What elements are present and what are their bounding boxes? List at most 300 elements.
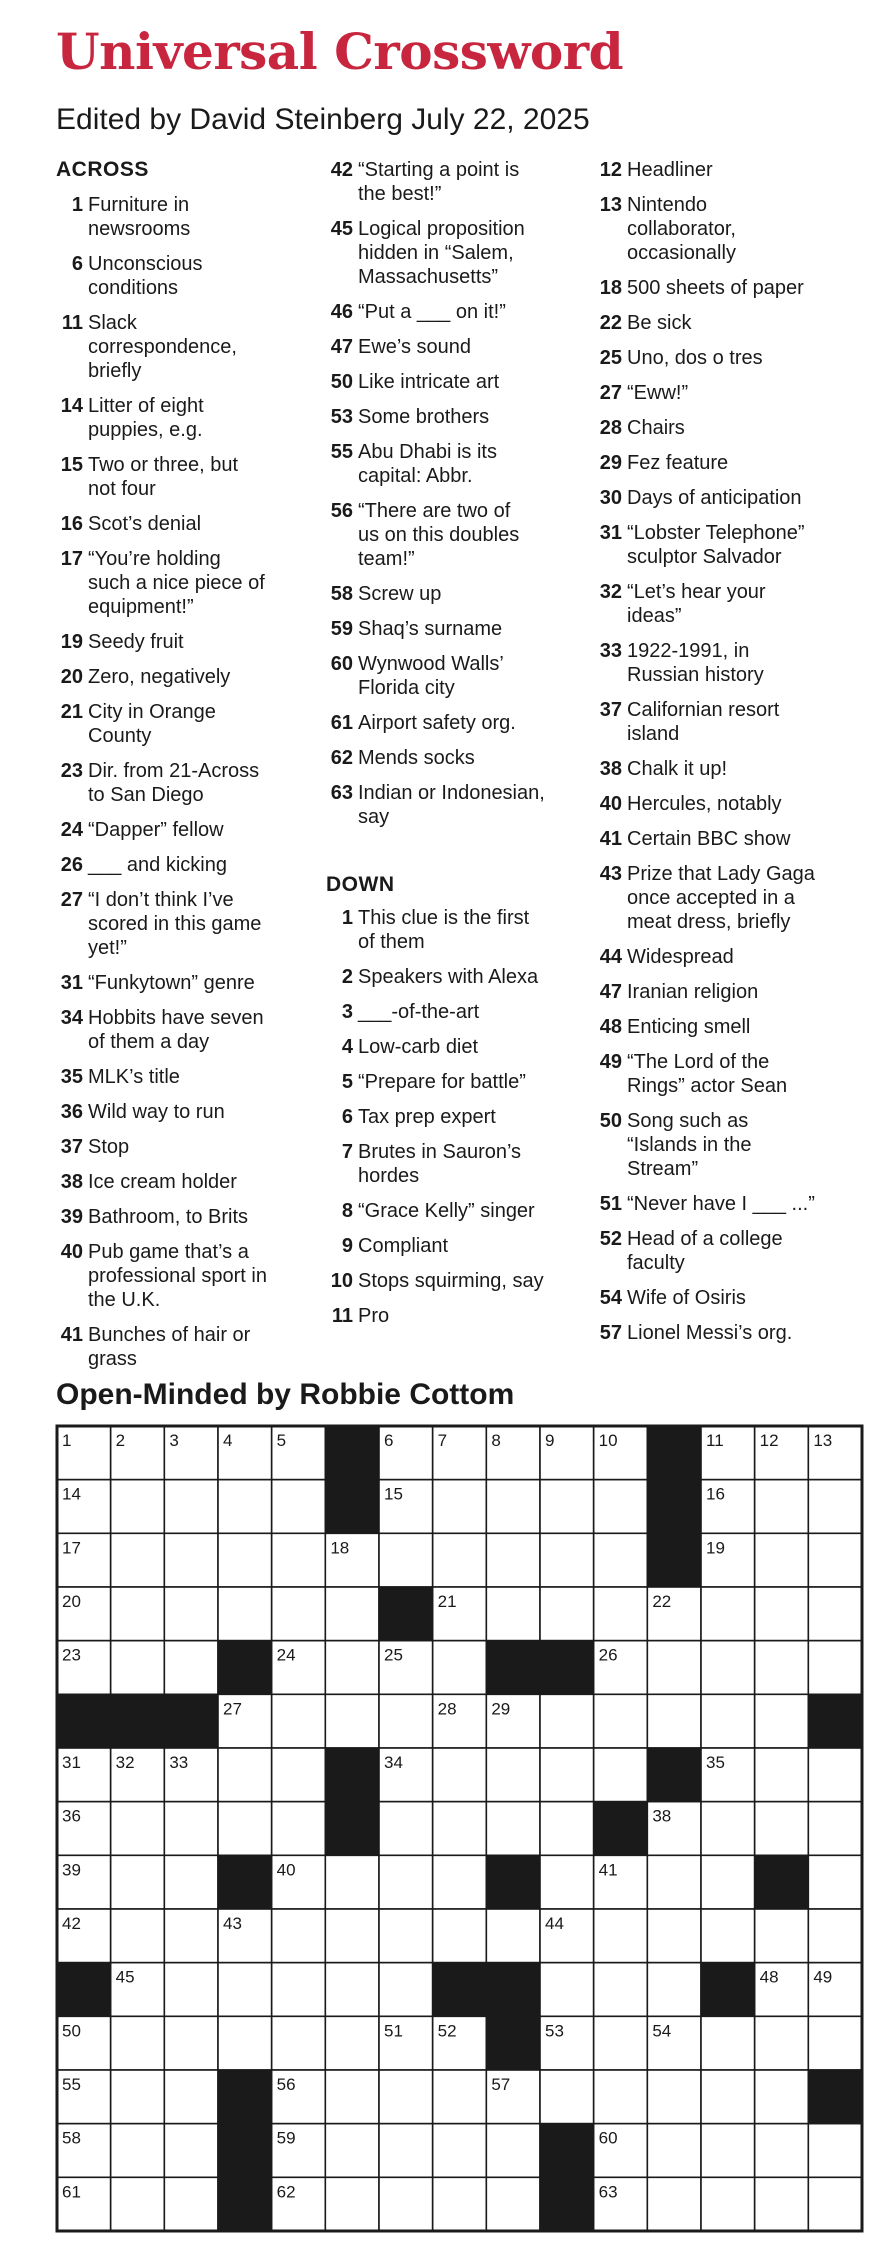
black-square xyxy=(647,1426,701,1480)
clue-number: 40 xyxy=(599,793,622,815)
grid-cell[interactable] xyxy=(701,1855,755,1909)
grid-cell[interactable] xyxy=(540,1963,594,2017)
grid-cell[interactable] xyxy=(433,1533,487,1587)
cell-number: 23 xyxy=(62,1645,81,1665)
grid-cell[interactable] xyxy=(325,2016,379,2070)
grid-cell[interactable] xyxy=(755,2016,809,2070)
grid-cell[interactable] xyxy=(701,2070,755,2124)
black-square xyxy=(647,1533,701,1587)
grid-cell[interactable] xyxy=(218,1748,272,1802)
grid-cell[interactable] xyxy=(433,1480,487,1534)
cell-number: 50 xyxy=(62,2021,81,2041)
black-square xyxy=(594,1802,648,1856)
grid-cell[interactable] xyxy=(540,1748,594,1802)
clue-text: City in Orange County xyxy=(88,701,216,747)
clue-text: Uno, dos o tres xyxy=(627,347,763,369)
grid-cell[interactable] xyxy=(594,1587,648,1641)
cell-number: 49 xyxy=(813,1967,833,1987)
clue-text: “I don’t think I’ve scored in this game yet!” xyxy=(88,889,262,959)
grid-cell[interactable] xyxy=(164,2016,218,2070)
clue-number: 40 xyxy=(60,1241,83,1263)
grid-cell[interactable] xyxy=(486,1909,540,1963)
clue-text: MLK’s title xyxy=(88,1066,180,1088)
clue-number: 6 xyxy=(71,253,83,275)
grid-cell[interactable] xyxy=(808,2016,862,2070)
clue-number: 47 xyxy=(599,981,622,1003)
cell-number: 61 xyxy=(62,2182,81,2202)
black-square xyxy=(486,2016,540,2070)
grid-cell[interactable] xyxy=(379,1694,433,1748)
clue-number: 39 xyxy=(60,1206,83,1228)
clue-text: Nintendo collaborator, occasionally xyxy=(627,194,736,264)
clue-text: Chalk it up! xyxy=(627,758,728,780)
grid-cell[interactable] xyxy=(111,1802,165,1856)
page-title: Universal Crossword xyxy=(56,22,624,81)
grid-cell[interactable] xyxy=(164,1480,218,1534)
grid-cell[interactable] xyxy=(164,1909,218,1963)
cell-number: 20 xyxy=(62,1592,81,1611)
clue-number: 47 xyxy=(330,336,353,358)
cell-number: 7 xyxy=(437,1431,448,1450)
cell-number: 31 xyxy=(62,1753,81,1772)
clue-text: Logical proposition hidden in “Salem, Massachusetts” xyxy=(358,218,525,288)
clue-text: Brutes in Sauron’s hordes xyxy=(358,1141,522,1187)
black-square xyxy=(540,2177,594,2231)
clue-text: Lionel Messi’s org. xyxy=(627,1322,793,1344)
grid-cell[interactable] xyxy=(272,1909,326,1963)
grid-cell[interactable] xyxy=(701,1694,755,1748)
clue-number: 60 xyxy=(330,653,353,675)
cell-number: 57 xyxy=(491,2075,511,2094)
clue-text: Indian or Indonesian, say xyxy=(358,782,545,828)
grid-cell[interactable] xyxy=(647,2177,701,2231)
editor-date-line: Edited by David Steinberg July 22, 2025 xyxy=(56,103,590,136)
grid-cell[interactable] xyxy=(647,2070,701,2124)
grid-cell[interactable] xyxy=(647,1641,701,1695)
grid-cell[interactable] xyxy=(272,2016,326,2070)
grid-cell[interactable] xyxy=(272,1533,326,1587)
grid-cell[interactable] xyxy=(808,1641,862,1695)
grid-cell[interactable] xyxy=(164,2177,218,2231)
clue-text: Tax prep expert xyxy=(358,1106,496,1128)
grid-cell[interactable] xyxy=(325,1909,379,1963)
clue-text: Ewe’s sound xyxy=(358,336,472,358)
grid-cell[interactable] xyxy=(433,1802,487,1856)
grid-cell[interactable] xyxy=(808,2177,862,2231)
grid-cell[interactable] xyxy=(379,1909,433,1963)
cell-number: 34 xyxy=(384,1753,403,1772)
clue-text: Screw up xyxy=(358,583,442,605)
cell-number: 51 xyxy=(384,2021,403,2041)
black-square xyxy=(755,1855,809,1909)
grid-cell[interactable] xyxy=(755,1694,809,1748)
black-square xyxy=(325,1748,379,1802)
grid-cell[interactable] xyxy=(808,2124,862,2178)
grid-cell[interactable] xyxy=(486,1480,540,1534)
grid-cell[interactable] xyxy=(808,1748,862,1802)
grid-cell[interactable] xyxy=(486,1533,540,1587)
cell-number: 24 xyxy=(276,1645,296,1665)
black-square xyxy=(379,1587,433,1641)
cell-number: 41 xyxy=(598,1860,618,1880)
grid-cell[interactable] xyxy=(594,1694,648,1748)
black-square xyxy=(433,1963,487,2017)
grid-cell[interactable] xyxy=(594,1963,648,2017)
grid-cell[interactable] xyxy=(701,2124,755,2178)
clue-number: 38 xyxy=(599,758,622,780)
grid-cell[interactable] xyxy=(111,2070,165,2124)
grid-cell[interactable] xyxy=(647,1963,701,2017)
grid-cell[interactable] xyxy=(808,1533,862,1587)
clue-number: 18 xyxy=(599,277,622,299)
cell-number: 33 xyxy=(169,1753,189,1772)
clue-number: 54 xyxy=(599,1287,622,1309)
black-square xyxy=(647,1480,701,1534)
grid-cell[interactable] xyxy=(808,1802,862,1856)
grid-cell[interactable] xyxy=(218,2016,272,2070)
grid-cell[interactable] xyxy=(647,1855,701,1909)
clue-text: Abu Dhabi is its capital: Abbr. xyxy=(358,441,497,487)
clue-text: Wife of Osiris xyxy=(627,1287,746,1309)
grid-cell[interactable] xyxy=(701,1802,755,1856)
grid-cell[interactable] xyxy=(111,1480,165,1534)
grid-cell[interactable] xyxy=(164,1533,218,1587)
grid-cell[interactable] xyxy=(486,2124,540,2178)
clue-number: 37 xyxy=(599,699,622,721)
black-square xyxy=(218,2177,272,2231)
clue-number: 23 xyxy=(60,760,83,782)
grid-cell[interactable] xyxy=(272,1694,326,1748)
black-square xyxy=(808,2070,862,2124)
clue-text: “You’re holding such a nice piece of equipment!” xyxy=(88,548,265,618)
cell-number: 46 xyxy=(491,1967,511,1987)
clue-number: 22 xyxy=(599,312,622,334)
grid-cell[interactable] xyxy=(755,2070,809,2124)
black-square xyxy=(218,1855,272,1909)
grid-cell[interactable] xyxy=(701,1641,755,1695)
clue-number: 27 xyxy=(599,382,622,404)
black-square xyxy=(486,1641,540,1695)
grid-cell[interactable] xyxy=(540,1480,594,1534)
black-square xyxy=(325,1426,379,1480)
clue-text: Pub game that’s a professional sport in the U.K. xyxy=(88,1241,267,1311)
grid-cell[interactable] xyxy=(808,1480,862,1534)
clue-number: 24 xyxy=(60,819,83,841)
grid-cell[interactable] xyxy=(594,2070,648,2124)
clue-number: 48 xyxy=(599,1016,622,1038)
grid-cell[interactable] xyxy=(594,1480,648,1534)
cell-number: 52 xyxy=(437,2021,457,2041)
grid-cell[interactable] xyxy=(433,1855,487,1909)
cell-number: 2 xyxy=(115,1431,126,1450)
clue-number: 28 xyxy=(599,417,622,439)
clue-number: 32 xyxy=(599,581,622,603)
grid-cell[interactable] xyxy=(111,1909,165,1963)
grid-cell[interactable] xyxy=(594,1533,648,1587)
grid-cell[interactable] xyxy=(272,1748,326,1802)
grid-cell[interactable] xyxy=(755,2124,809,2178)
grid-cell[interactable] xyxy=(808,1587,862,1641)
grid-cell[interactable] xyxy=(218,1963,272,2017)
cell-number: 40 xyxy=(276,1860,296,1880)
grid-cell[interactable] xyxy=(379,1533,433,1587)
grid-cell[interactable] xyxy=(594,2016,648,2070)
clue-number: 11 xyxy=(331,1305,353,1327)
grid-cell[interactable] xyxy=(111,2177,165,2231)
grid-cell[interactable] xyxy=(755,2177,809,2231)
clue-text: Be sick xyxy=(627,312,692,334)
clue-text: Fez feature xyxy=(627,452,729,474)
clue-number: 4 xyxy=(341,1036,353,1058)
clue-number: 62 xyxy=(330,747,353,769)
clue-text: Furniture in newsrooms xyxy=(88,194,191,240)
clue-number: 33 xyxy=(599,640,622,662)
cell-number: 56 xyxy=(276,2075,296,2094)
grid-cell[interactable] xyxy=(647,1909,701,1963)
clue-number: 5 xyxy=(341,1071,353,1093)
clue-text: “There are two of us on this doubles team!” xyxy=(358,500,520,570)
clue-number: 1 xyxy=(341,907,353,929)
clue-text: Speakers with Alexa xyxy=(358,966,539,988)
clue-text: “Eww!” xyxy=(627,382,689,404)
grid-cell[interactable] xyxy=(379,1963,433,2017)
grid-cell[interactable] xyxy=(755,1748,809,1802)
cell-number: 25 xyxy=(384,1645,403,1665)
grid-cell[interactable] xyxy=(540,2070,594,2124)
clue-number: 15 xyxy=(60,454,83,476)
grid-cell[interactable] xyxy=(379,2124,433,2178)
cell-number: 1 xyxy=(62,1431,72,1450)
grid-cell[interactable] xyxy=(218,1533,272,1587)
cell-number: 59 xyxy=(276,2128,296,2148)
grid-cell[interactable] xyxy=(755,1909,809,1963)
clue-number: 1 xyxy=(71,194,83,216)
grid-cell[interactable] xyxy=(486,1587,540,1641)
grid-cell[interactable] xyxy=(701,1909,755,1963)
cell-number: 36 xyxy=(62,1806,81,1826)
clue-number: 19 xyxy=(60,631,83,653)
black-square xyxy=(218,2124,272,2178)
cell-number: 26 xyxy=(598,1645,618,1665)
black-square xyxy=(486,1855,540,1909)
clue-text: Zero, negatively xyxy=(88,666,231,688)
grid-cell[interactable] xyxy=(325,1855,379,1909)
grid-cell[interactable] xyxy=(111,2124,165,2178)
clue-number: 43 xyxy=(599,863,622,885)
clue-number: 46 xyxy=(330,301,353,323)
cell-number: 28 xyxy=(437,1699,457,1719)
clue-number: 12 xyxy=(599,159,622,181)
grid-cell[interactable] xyxy=(272,1480,326,1534)
black-square xyxy=(57,1694,111,1748)
clue-text: Californian resort island xyxy=(627,699,780,745)
cell-number: 38 xyxy=(652,1806,672,1826)
cell-number: 53 xyxy=(545,2021,564,2041)
grid-cell[interactable] xyxy=(111,1533,165,1587)
clue-text: Litter of eight puppies, e.g. xyxy=(88,395,204,441)
clue-text: ___ and kicking xyxy=(88,854,227,876)
grid-cell[interactable] xyxy=(486,2177,540,2231)
black-square xyxy=(111,1694,165,1748)
black-square xyxy=(325,1480,379,1534)
cell-number: 55 xyxy=(62,2075,81,2094)
grid-cell[interactable] xyxy=(594,1748,648,1802)
grid-cell[interactable] xyxy=(379,1802,433,1856)
cell-number: 8 xyxy=(491,1431,501,1450)
clue-text: Compliant xyxy=(358,1235,449,1257)
grid-cell[interactable] xyxy=(379,1855,433,1909)
clue-number: 53 xyxy=(330,406,353,428)
clue-text: Two or three, but not four xyxy=(88,454,239,500)
clue-text: Song such as “Islands in the Stream” xyxy=(627,1110,752,1180)
grid-cell[interactable] xyxy=(808,1909,862,1963)
grid-cell[interactable] xyxy=(325,1963,379,2017)
grid-cell[interactable] xyxy=(218,1480,272,1534)
clue-text: “Starting a point is the best!” xyxy=(358,159,520,205)
grid-cell[interactable] xyxy=(164,2124,218,2178)
cell-number: 62 xyxy=(276,2182,296,2202)
clue-number: 52 xyxy=(599,1228,622,1250)
grid-cell[interactable] xyxy=(594,1909,648,1963)
grid-cell[interactable] xyxy=(701,1587,755,1641)
clue-number: 57 xyxy=(599,1322,622,1344)
grid-cell[interactable] xyxy=(808,1855,862,1909)
grid-cell[interactable] xyxy=(111,1587,165,1641)
grid-cell[interactable] xyxy=(433,2177,487,2231)
clue-text: Dir. from 21-Across to San Diego xyxy=(88,760,260,806)
grid-cell[interactable] xyxy=(111,1855,165,1909)
grid-cell[interactable] xyxy=(433,1909,487,1963)
clue-number: 29 xyxy=(599,452,622,474)
grid-cell[interactable] xyxy=(111,1641,165,1695)
grid-cell[interactable] xyxy=(379,2070,433,2124)
clue-number: 38 xyxy=(60,1171,83,1193)
clue-text: ___-of-the-art xyxy=(358,1001,480,1023)
cell-number: 19 xyxy=(706,1538,725,1558)
grid-cell[interactable] xyxy=(325,1587,379,1641)
grid-cell[interactable] xyxy=(325,1641,379,1695)
grid-cell[interactable] xyxy=(755,1587,809,1641)
grid-cell[interactable] xyxy=(325,2070,379,2124)
cell-number: 17 xyxy=(62,1538,81,1558)
grid-cell[interactable] xyxy=(164,2070,218,2124)
clue-text: “Grace Kelly” singer xyxy=(358,1200,535,1222)
cell-number: 48 xyxy=(759,1967,779,1987)
grid-cell[interactable] xyxy=(433,1748,487,1802)
grid-cell[interactable] xyxy=(701,2016,755,2070)
cell-number: 27 xyxy=(223,1699,242,1719)
grid-cell[interactable] xyxy=(647,2124,701,2178)
cell-number: 5 xyxy=(276,1431,287,1450)
clue-number: 17 xyxy=(60,548,83,570)
clue-number: 3 xyxy=(341,1001,353,1023)
grid-cell[interactable] xyxy=(164,1641,218,1695)
clue-text: Some brothers xyxy=(358,406,490,428)
grid-cell[interactable] xyxy=(701,2177,755,2231)
clue-text: This clue is the first of them xyxy=(358,907,530,953)
clue-number: 45 xyxy=(330,218,353,240)
clue-number: 35 xyxy=(60,1066,83,1088)
grid-cell[interactable] xyxy=(540,1533,594,1587)
cell-number: 63 xyxy=(598,2182,618,2202)
clue-text: “Funkytown” genre xyxy=(88,972,255,994)
grid-cell[interactable] xyxy=(218,1587,272,1641)
clue-number: 26 xyxy=(60,854,83,876)
cell-number: 42 xyxy=(62,1914,81,1933)
clue-number: 25 xyxy=(599,347,622,369)
grid-cell[interactable] xyxy=(164,1587,218,1641)
cell-number: 11 xyxy=(706,1431,724,1450)
grid-cell[interactable] xyxy=(540,1587,594,1641)
clue-number: 61 xyxy=(330,712,353,734)
clue-text: “Prepare for battle” xyxy=(358,1071,526,1093)
clue-text: Certain BBC show xyxy=(627,828,791,850)
clue-text: “Never have I ___ ...” xyxy=(627,1193,815,1215)
down-heading: DOWN xyxy=(326,873,395,896)
grid-cell[interactable] xyxy=(272,1802,326,1856)
grid-cell[interactable] xyxy=(272,1963,326,2017)
grid-cell[interactable] xyxy=(486,1748,540,1802)
grid-cell[interactable] xyxy=(272,1587,326,1641)
cell-number: 22 xyxy=(652,1592,672,1611)
clue-text: Enticing smell xyxy=(627,1016,751,1038)
clue-number: 6 xyxy=(341,1106,353,1128)
grid-cell[interactable] xyxy=(433,1641,487,1695)
clue-number: 58 xyxy=(330,583,353,605)
grid-cell[interactable] xyxy=(486,1802,540,1856)
black-square xyxy=(57,1963,111,2017)
clue-number: 8 xyxy=(341,1200,353,1222)
grid-cell[interactable] xyxy=(218,1802,272,1856)
grid-cell[interactable] xyxy=(647,1694,701,1748)
grid-cell[interactable] xyxy=(379,2177,433,2231)
grid-cell[interactable] xyxy=(164,1802,218,1856)
grid-cell[interactable] xyxy=(164,1855,218,1909)
cell-number: 32 xyxy=(115,1753,135,1772)
clue-text: 500 sheets of paper xyxy=(627,277,804,299)
grid-cell[interactable] xyxy=(111,2016,165,2070)
clue-text: Widespread xyxy=(627,946,734,968)
cell-number: 16 xyxy=(706,1484,725,1504)
clue-number: 55 xyxy=(330,441,353,463)
grid-cell[interactable] xyxy=(325,1694,379,1748)
grid-cell[interactable] xyxy=(433,2124,487,2178)
grid-cell[interactable] xyxy=(755,1533,809,1587)
grid-cell[interactable] xyxy=(325,2177,379,2231)
clue-number: 50 xyxy=(599,1110,622,1132)
black-square xyxy=(540,1641,594,1695)
grid-cell[interactable] xyxy=(540,1855,594,1909)
clue-number: 37 xyxy=(60,1136,83,1158)
grid-cell[interactable] xyxy=(755,1480,809,1534)
clue-text: 1922-1991, in Russian history xyxy=(627,640,764,686)
grid-cell[interactable] xyxy=(540,1802,594,1856)
clue-number: 51 xyxy=(599,1193,622,1215)
black-square xyxy=(218,1641,272,1695)
grid-cell[interactable] xyxy=(433,2070,487,2124)
clue-number: 7 xyxy=(341,1141,353,1163)
grid-cell[interactable] xyxy=(540,1694,594,1748)
cell-number: 54 xyxy=(652,2021,672,2041)
grid-cell[interactable] xyxy=(755,1641,809,1695)
grid-cell[interactable] xyxy=(164,1963,218,2017)
clue-number: 9 xyxy=(341,1235,353,1257)
clue-number: 41 xyxy=(599,828,622,850)
clue-text: Low-carb diet xyxy=(358,1036,479,1058)
clue-number: 13 xyxy=(599,194,622,216)
grid-cell[interactable] xyxy=(755,1802,809,1856)
grid-cell[interactable] xyxy=(325,2124,379,2178)
